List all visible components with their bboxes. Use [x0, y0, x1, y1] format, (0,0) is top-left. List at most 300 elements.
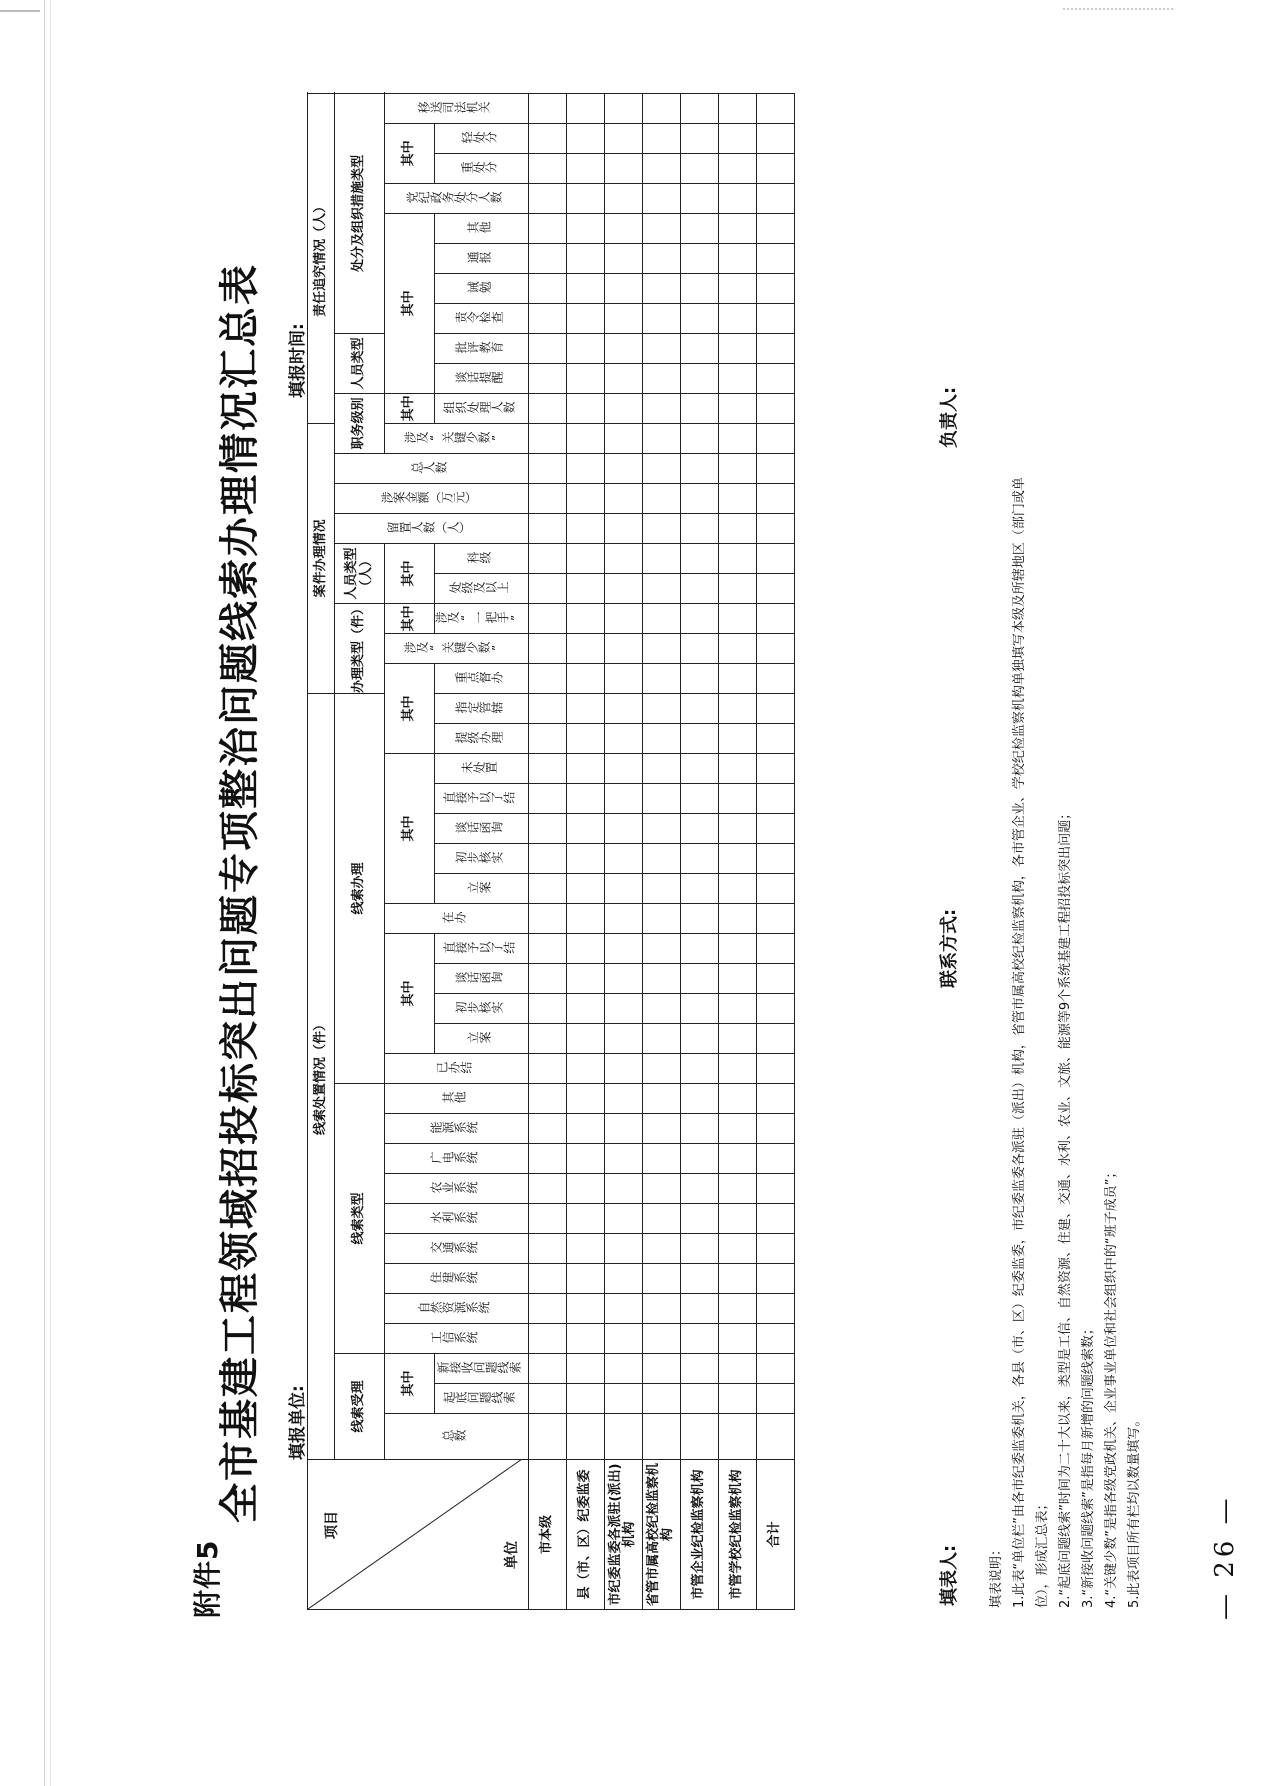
- table-cell[interactable]: [604, 904, 642, 934]
- table-cell[interactable]: [642, 844, 680, 874]
- table-cell[interactable]: [566, 1324, 604, 1354]
- table-cell[interactable]: [566, 964, 604, 994]
- table-cell[interactable]: [528, 1414, 566, 1460]
- table-cell[interactable]: [756, 393, 794, 423]
- table-cell[interactable]: [718, 1114, 756, 1144]
- table-cell[interactable]: [528, 934, 566, 964]
- table-cell[interactable]: [528, 693, 566, 723]
- table-cell[interactable]: [718, 784, 756, 814]
- table-cell[interactable]: [680, 333, 718, 363]
- table-cell[interactable]: [528, 1204, 566, 1234]
- table-cell[interactable]: [566, 814, 604, 844]
- table-cell[interactable]: [718, 333, 756, 363]
- table-cell[interactable]: [718, 693, 756, 723]
- table-cell[interactable]: [756, 123, 794, 153]
- table-cell[interactable]: [718, 994, 756, 1024]
- table-cell[interactable]: [680, 483, 718, 513]
- table-cell[interactable]: [718, 844, 756, 874]
- table-cell[interactable]: [528, 1054, 566, 1084]
- table-cell[interactable]: [642, 994, 680, 1024]
- table-cell[interactable]: [528, 393, 566, 423]
- table-cell[interactable]: [642, 1204, 680, 1234]
- table-cell[interactable]: [756, 663, 794, 693]
- table-cell[interactable]: [528, 483, 566, 513]
- table-cell[interactable]: [680, 844, 718, 874]
- table-cell[interactable]: [642, 964, 680, 994]
- table-cell[interactable]: [680, 724, 718, 754]
- table-cell[interactable]: [642, 153, 680, 183]
- table-cell[interactable]: [680, 153, 718, 183]
- table-cell[interactable]: [566, 1294, 604, 1324]
- table-cell[interactable]: [680, 273, 718, 303]
- table-cell[interactable]: [680, 1234, 718, 1264]
- table-cell[interactable]: [680, 1204, 718, 1234]
- table-cell[interactable]: [566, 153, 604, 183]
- table-cell[interactable]: [718, 814, 756, 844]
- table-cell[interactable]: [642, 1324, 680, 1354]
- table-cell[interactable]: [566, 693, 604, 723]
- table-cell[interactable]: [604, 1084, 642, 1114]
- table-cell[interactable]: [718, 1084, 756, 1114]
- table-cell[interactable]: [756, 423, 794, 453]
- table-cell[interactable]: [756, 1414, 794, 1460]
- table-cell[interactable]: [756, 1204, 794, 1234]
- table-cell[interactable]: [642, 1354, 680, 1384]
- table-cell[interactable]: [756, 784, 794, 814]
- table-cell[interactable]: [642, 1114, 680, 1144]
- table-cell[interactable]: [642, 724, 680, 754]
- table-cell[interactable]: [604, 934, 642, 964]
- table-cell[interactable]: [642, 183, 680, 213]
- table-cell[interactable]: [718, 153, 756, 183]
- table-cell[interactable]: [642, 333, 680, 363]
- table-cell[interactable]: [528, 93, 566, 123]
- table-cell[interactable]: [528, 183, 566, 213]
- table-cell[interactable]: [680, 573, 718, 603]
- table-cell[interactable]: [718, 243, 756, 273]
- table-cell[interactable]: [680, 243, 718, 273]
- table-cell[interactable]: [642, 874, 680, 904]
- table-cell[interactable]: [604, 754, 642, 784]
- table-cell[interactable]: [756, 724, 794, 754]
- table-cell[interactable]: [680, 754, 718, 784]
- table-cell[interactable]: [528, 1354, 566, 1384]
- table-cell[interactable]: [680, 1144, 718, 1174]
- table-cell[interactable]: [642, 934, 680, 964]
- table-cell[interactable]: [566, 754, 604, 784]
- table-cell[interactable]: [528, 363, 566, 393]
- table-cell[interactable]: [604, 423, 642, 453]
- table-cell[interactable]: [604, 1354, 642, 1384]
- table-cell[interactable]: [642, 1414, 680, 1460]
- table-cell[interactable]: [566, 303, 604, 333]
- table-cell[interactable]: [756, 1144, 794, 1174]
- table-cell[interactable]: [756, 964, 794, 994]
- table-cell[interactable]: [566, 393, 604, 423]
- table-cell[interactable]: [680, 784, 718, 814]
- table-cell[interactable]: [566, 1174, 604, 1204]
- table-cell[interactable]: [528, 453, 566, 483]
- table-cell[interactable]: [528, 333, 566, 363]
- table-cell[interactable]: [642, 393, 680, 423]
- table-cell[interactable]: [642, 1294, 680, 1324]
- table-cell[interactable]: [566, 1054, 604, 1084]
- table-cell[interactable]: [604, 1174, 642, 1204]
- table-cell[interactable]: [718, 934, 756, 964]
- table-cell[interactable]: [718, 303, 756, 333]
- table-cell[interactable]: [566, 1234, 604, 1264]
- table-cell[interactable]: [718, 93, 756, 123]
- table-cell[interactable]: [528, 303, 566, 333]
- table-cell[interactable]: [642, 1144, 680, 1174]
- table-cell[interactable]: [604, 153, 642, 183]
- table-cell[interactable]: [642, 273, 680, 303]
- table-cell[interactable]: [680, 633, 718, 663]
- table-cell[interactable]: [604, 844, 642, 874]
- table-cell[interactable]: [528, 213, 566, 243]
- table-cell[interactable]: [604, 964, 642, 994]
- table-cell[interactable]: [528, 543, 566, 573]
- table-cell[interactable]: [680, 874, 718, 904]
- table-cell[interactable]: [566, 784, 604, 814]
- table-cell[interactable]: [566, 333, 604, 363]
- table-cell[interactable]: [642, 543, 680, 573]
- table-cell[interactable]: [528, 633, 566, 663]
- table-cell[interactable]: [528, 844, 566, 874]
- table-cell[interactable]: [680, 303, 718, 333]
- table-cell[interactable]: [642, 1384, 680, 1414]
- table-cell[interactable]: [756, 693, 794, 723]
- table-cell[interactable]: [718, 633, 756, 663]
- table-cell[interactable]: [604, 213, 642, 243]
- table-cell[interactable]: [566, 934, 604, 964]
- table-cell[interactable]: [718, 393, 756, 423]
- table-cell[interactable]: [604, 243, 642, 273]
- table-cell[interactable]: [642, 1084, 680, 1114]
- table-cell[interactable]: [566, 724, 604, 754]
- table-cell[interactable]: [528, 1294, 566, 1324]
- table-cell[interactable]: [528, 964, 566, 994]
- table-cell[interactable]: [604, 633, 642, 663]
- table-cell[interactable]: [680, 1174, 718, 1204]
- table-cell[interactable]: [718, 123, 756, 153]
- table-cell[interactable]: [528, 874, 566, 904]
- table-cell[interactable]: [528, 273, 566, 303]
- table-cell[interactable]: [756, 633, 794, 663]
- table-cell[interactable]: [756, 994, 794, 1024]
- table-cell[interactable]: [756, 1384, 794, 1414]
- table-cell[interactable]: [756, 1054, 794, 1084]
- table-cell[interactable]: [642, 363, 680, 393]
- table-cell[interactable]: [604, 453, 642, 483]
- table-cell[interactable]: [680, 934, 718, 964]
- table-cell[interactable]: [756, 183, 794, 213]
- table-cell[interactable]: [604, 1024, 642, 1054]
- table-cell[interactable]: [642, 904, 680, 934]
- table-cell[interactable]: [718, 1414, 756, 1460]
- table-cell[interactable]: [642, 573, 680, 603]
- table-cell[interactable]: [756, 513, 794, 543]
- table-cell[interactable]: [680, 994, 718, 1024]
- table-cell[interactable]: [718, 183, 756, 213]
- table-cell[interactable]: [528, 153, 566, 183]
- table-cell[interactable]: [642, 243, 680, 273]
- table-cell[interactable]: [680, 1294, 718, 1324]
- table-cell[interactable]: [604, 1204, 642, 1234]
- table-cell[interactable]: [718, 1204, 756, 1234]
- table-cell[interactable]: [756, 603, 794, 633]
- table-cell[interactable]: [566, 633, 604, 663]
- table-cell[interactable]: [528, 1174, 566, 1204]
- table-cell[interactable]: [528, 1384, 566, 1414]
- table-cell[interactable]: [756, 333, 794, 363]
- table-cell[interactable]: [718, 1264, 756, 1294]
- table-cell[interactable]: [566, 904, 604, 934]
- table-cell[interactable]: [528, 1264, 566, 1294]
- table-cell[interactable]: [566, 513, 604, 543]
- table-cell[interactable]: [566, 1084, 604, 1114]
- table-cell[interactable]: [604, 573, 642, 603]
- table-cell[interactable]: [756, 1084, 794, 1114]
- table-cell[interactable]: [604, 1264, 642, 1294]
- table-cell[interactable]: [566, 1024, 604, 1054]
- table-cell[interactable]: [718, 543, 756, 573]
- table-cell[interactable]: [528, 123, 566, 153]
- table-cell[interactable]: [642, 814, 680, 844]
- table-cell[interactable]: [756, 1174, 794, 1204]
- table-cell[interactable]: [642, 1234, 680, 1264]
- table-cell[interactable]: [642, 303, 680, 333]
- table-cell[interactable]: [642, 603, 680, 633]
- table-cell[interactable]: [528, 814, 566, 844]
- table-cell[interactable]: [528, 1234, 566, 1264]
- table-cell[interactable]: [604, 994, 642, 1024]
- table-cell[interactable]: [604, 663, 642, 693]
- table-cell[interactable]: [528, 1114, 566, 1144]
- table-cell[interactable]: [718, 663, 756, 693]
- table-cell[interactable]: [566, 453, 604, 483]
- table-cell[interactable]: [680, 93, 718, 123]
- table-cell[interactable]: [718, 1354, 756, 1384]
- table-cell[interactable]: [566, 844, 604, 874]
- table-cell[interactable]: [718, 273, 756, 303]
- table-cell[interactable]: [756, 273, 794, 303]
- table-cell[interactable]: [680, 423, 718, 453]
- table-cell[interactable]: [680, 1264, 718, 1294]
- table-cell[interactable]: [604, 273, 642, 303]
- table-cell[interactable]: [756, 754, 794, 784]
- table-cell[interactable]: [718, 1054, 756, 1084]
- table-cell[interactable]: [718, 1294, 756, 1324]
- table-cell[interactable]: [680, 1414, 718, 1460]
- table-cell[interactable]: [642, 693, 680, 723]
- table-cell[interactable]: [718, 453, 756, 483]
- table-cell[interactable]: [756, 904, 794, 934]
- table-cell[interactable]: [680, 1024, 718, 1054]
- table-cell[interactable]: [680, 1384, 718, 1414]
- table-cell[interactable]: [680, 663, 718, 693]
- table-cell[interactable]: [566, 483, 604, 513]
- table-cell[interactable]: [718, 423, 756, 453]
- table-cell[interactable]: [756, 1114, 794, 1144]
- table-cell[interactable]: [528, 904, 566, 934]
- table-cell[interactable]: [604, 1294, 642, 1324]
- table-cell[interactable]: [604, 1414, 642, 1460]
- table-cell[interactable]: [718, 904, 756, 934]
- table-cell[interactable]: [528, 1084, 566, 1114]
- table-cell[interactable]: [604, 393, 642, 423]
- table-cell[interactable]: [718, 754, 756, 784]
- table-cell[interactable]: [642, 93, 680, 123]
- table-cell[interactable]: [566, 183, 604, 213]
- table-cell[interactable]: [642, 663, 680, 693]
- table-cell[interactable]: [718, 1384, 756, 1414]
- table-cell[interactable]: [718, 964, 756, 994]
- table-cell[interactable]: [680, 603, 718, 633]
- table-cell[interactable]: [756, 543, 794, 573]
- table-cell[interactable]: [642, 513, 680, 543]
- table-cell[interactable]: [528, 513, 566, 543]
- table-cell[interactable]: [642, 784, 680, 814]
- table-cell[interactable]: [604, 483, 642, 513]
- table-cell[interactable]: [756, 213, 794, 243]
- table-cell[interactable]: [718, 724, 756, 754]
- table-cell[interactable]: [566, 663, 604, 693]
- table-cell[interactable]: [604, 693, 642, 723]
- table-cell[interactable]: [680, 1054, 718, 1084]
- table-cell[interactable]: [642, 483, 680, 513]
- table-cell[interactable]: [566, 1264, 604, 1294]
- table-cell[interactable]: [680, 904, 718, 934]
- table-cell[interactable]: [604, 333, 642, 363]
- table-cell[interactable]: [566, 1204, 604, 1234]
- table-cell[interactable]: [528, 423, 566, 453]
- table-cell[interactable]: [528, 1144, 566, 1174]
- table-cell[interactable]: [756, 363, 794, 393]
- table-cell[interactable]: [756, 1264, 794, 1294]
- table-cell[interactable]: [756, 874, 794, 904]
- table-cell[interactable]: [566, 874, 604, 904]
- table-cell[interactable]: [756, 1294, 794, 1324]
- table-cell[interactable]: [566, 273, 604, 303]
- table-cell[interactable]: [756, 93, 794, 123]
- table-cell[interactable]: [566, 243, 604, 273]
- table-cell[interactable]: [680, 543, 718, 573]
- table-cell[interactable]: [756, 844, 794, 874]
- table-cell[interactable]: [718, 573, 756, 603]
- table-cell[interactable]: [756, 243, 794, 273]
- table-cell[interactable]: [528, 573, 566, 603]
- table-cell[interactable]: [566, 213, 604, 243]
- table-cell[interactable]: [642, 754, 680, 784]
- table-cell[interactable]: [680, 513, 718, 543]
- table-cell[interactable]: [642, 1024, 680, 1054]
- table-cell[interactable]: [566, 1384, 604, 1414]
- table-cell[interactable]: [680, 1084, 718, 1114]
- table-cell[interactable]: [604, 183, 642, 213]
- table-cell[interactable]: [604, 303, 642, 333]
- table-cell[interactable]: [528, 1324, 566, 1354]
- table-cell[interactable]: [566, 994, 604, 1024]
- table-cell[interactable]: [528, 603, 566, 633]
- table-cell[interactable]: [604, 123, 642, 153]
- table-cell[interactable]: [718, 874, 756, 904]
- table-cell[interactable]: [642, 453, 680, 483]
- table-cell[interactable]: [680, 814, 718, 844]
- table-cell[interactable]: [604, 1234, 642, 1264]
- table-cell[interactable]: [680, 183, 718, 213]
- table-cell[interactable]: [528, 724, 566, 754]
- table-cell[interactable]: [680, 123, 718, 153]
- table-cell[interactable]: [756, 814, 794, 844]
- table-cell[interactable]: [566, 603, 604, 633]
- table-cell[interactable]: [604, 1054, 642, 1084]
- table-cell[interactable]: [718, 213, 756, 243]
- table-cell[interactable]: [680, 363, 718, 393]
- table-cell[interactable]: [756, 483, 794, 513]
- table-cell[interactable]: [756, 453, 794, 483]
- table-cell[interactable]: [756, 1324, 794, 1354]
- table-cell[interactable]: [528, 994, 566, 1024]
- table-cell[interactable]: [566, 1414, 604, 1460]
- table-cell[interactable]: [756, 153, 794, 183]
- table-cell[interactable]: [642, 1054, 680, 1084]
- table-cell[interactable]: [604, 513, 642, 543]
- table-cell[interactable]: [566, 573, 604, 603]
- table-cell[interactable]: [680, 393, 718, 423]
- table-cell[interactable]: [604, 543, 642, 573]
- table-cell[interactable]: [718, 1234, 756, 1264]
- table-cell[interactable]: [604, 93, 642, 123]
- table-cell[interactable]: [642, 423, 680, 453]
- table-cell[interactable]: [604, 1324, 642, 1354]
- table-cell[interactable]: [642, 213, 680, 243]
- table-cell[interactable]: [604, 1114, 642, 1144]
- table-cell[interactable]: [718, 1024, 756, 1054]
- table-cell[interactable]: [680, 213, 718, 243]
- table-cell[interactable]: [566, 93, 604, 123]
- table-cell[interactable]: [566, 363, 604, 393]
- table-cell[interactable]: [680, 1354, 718, 1384]
- table-cell[interactable]: [718, 363, 756, 393]
- table-cell[interactable]: [756, 1024, 794, 1054]
- table-cell[interactable]: [718, 483, 756, 513]
- table-cell[interactable]: [604, 603, 642, 633]
- table-cell[interactable]: [756, 934, 794, 964]
- table-cell[interactable]: [604, 814, 642, 844]
- table-cell[interactable]: [528, 754, 566, 784]
- table-cell[interactable]: [566, 1354, 604, 1384]
- table-cell[interactable]: [718, 1324, 756, 1354]
- table-cell[interactable]: [528, 784, 566, 814]
- table-cell[interactable]: [566, 1144, 604, 1174]
- table-cell[interactable]: [756, 303, 794, 333]
- table-cell[interactable]: [680, 453, 718, 483]
- table-cell[interactable]: [528, 1024, 566, 1054]
- table-cell[interactable]: [604, 1384, 642, 1414]
- table-cell[interactable]: [718, 1174, 756, 1204]
- table-cell[interactable]: [604, 784, 642, 814]
- table-cell[interactable]: [604, 874, 642, 904]
- table-cell[interactable]: [756, 1354, 794, 1384]
- table-cell[interactable]: [680, 964, 718, 994]
- table-cell[interactable]: [604, 724, 642, 754]
- table-cell[interactable]: [604, 1144, 642, 1174]
- table-cell[interactable]: [566, 1114, 604, 1144]
- table-cell[interactable]: [680, 693, 718, 723]
- table-cell[interactable]: [528, 243, 566, 273]
- table-cell[interactable]: [642, 633, 680, 663]
